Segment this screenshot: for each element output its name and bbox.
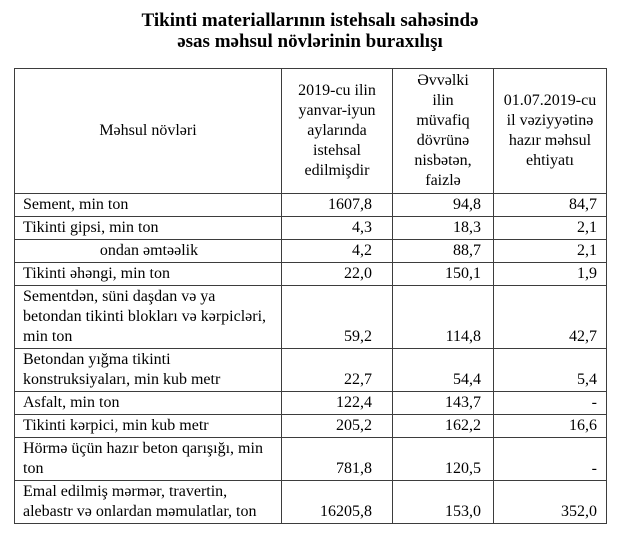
change-pct-value-cell: 162,2 (393, 415, 494, 438)
change-pct-value-cell: 120,5 (393, 438, 494, 481)
table-row (15, 438, 607, 481)
product-label-cell: Betondan yığma tikinti konstruksiyaları, min kub metr (15, 349, 282, 392)
product-label-cell: Hörmə üçün hazır beton qarışığı, min ton (15, 438, 282, 481)
change-pct-value-cell: 18,3 (393, 217, 494, 240)
table-row (15, 217, 607, 240)
product-label-cell: Tikinti gipsi, min ton (15, 217, 282, 240)
change-pct-value-cell: 88,7 (393, 240, 494, 263)
product-label-cell: Emal edilmiş mərmər, travertin, alebastr və onlardan məmulatlar, ton (15, 481, 282, 524)
produced-value-cell: 1607,8 (282, 194, 393, 217)
stock-value-cell: 2,1 (494, 217, 607, 240)
header-row (15, 69, 607, 194)
col-header-product-types: Məhsul növləri (15, 69, 282, 194)
production-table (14, 68, 607, 524)
stock-value-cell: 352,0 (494, 481, 607, 524)
col-header-pct-vs-previous-year: Əvvəlki ilin müvafiq dövrünə nisbətən, faizlə (393, 69, 494, 194)
product-label-cell: Asfalt, min ton (15, 392, 282, 415)
change-pct-value-cell: 150,1 (393, 263, 494, 286)
change-pct-value-cell: 54,4 (393, 349, 494, 392)
produced-value-cell: 59,2 (282, 286, 393, 349)
produced-value-cell: 122,4 (282, 392, 393, 415)
stock-value-cell: 5,4 (494, 349, 607, 392)
table-row (15, 194, 607, 217)
product-label-cell: Sement, min ton (15, 194, 282, 217)
page-title-line2: əsas məhsul növlərinin buraxılışı (177, 31, 443, 52)
stock-value-cell: 2,1 (494, 240, 607, 263)
table-row (15, 392, 607, 415)
produced-value-cell: 16205,8 (282, 481, 393, 524)
produced-value-cell: 4,3 (282, 217, 393, 240)
product-label-cell: Tikinti kərpici, min kub metr (15, 415, 282, 438)
stock-value-cell: - (494, 438, 607, 481)
change-pct-value-cell: 143,7 (393, 392, 494, 415)
produced-value-cell: 22,0 (282, 263, 393, 286)
produced-value-cell: 781,8 (282, 438, 393, 481)
stock-value-cell: 42,7 (494, 286, 607, 349)
table-row (15, 240, 607, 263)
table-row (15, 415, 607, 438)
table-row (15, 263, 607, 286)
product-label-cell: ondan əmtəəlik (15, 240, 282, 263)
table-row (15, 286, 607, 349)
product-label-cell: Tikinti əhəngi, min ton (15, 263, 282, 286)
table-row (15, 481, 607, 524)
stock-value-cell: 84,7 (494, 194, 607, 217)
produced-value-cell: 4,2 (282, 240, 393, 263)
change-pct-value-cell: 94,8 (393, 194, 494, 217)
stock-value-cell: - (494, 392, 607, 415)
col-header-stock-01-07-2019: 01.07.2019-cu il vəziyyətinə hazır məhsul ehtiyatı (494, 69, 607, 194)
produced-value-cell: 205,2 (282, 415, 393, 438)
stock-value-cell: 16,6 (494, 415, 607, 438)
produced-value-cell: 22,7 (282, 349, 393, 392)
product-label-cell: Sementdən, süni daşdan və ya betondan tikinti blokları və kərpicləri, min ton (15, 286, 282, 349)
page-title-line1: Tikinti materiallarının istehsalı sahəsində (141, 10, 479, 31)
stock-value-cell: 1,9 (494, 263, 607, 286)
change-pct-value-cell: 114,8 (393, 286, 494, 349)
page-title (0, 0, 620, 52)
table-row (15, 349, 607, 392)
col-header-produced-jan-jun-2019: 2019-cu ilin yanvar-iyun aylarında istehsal edilmişdir (282, 69, 393, 194)
change-pct-value-cell: 153,0 (393, 481, 494, 524)
